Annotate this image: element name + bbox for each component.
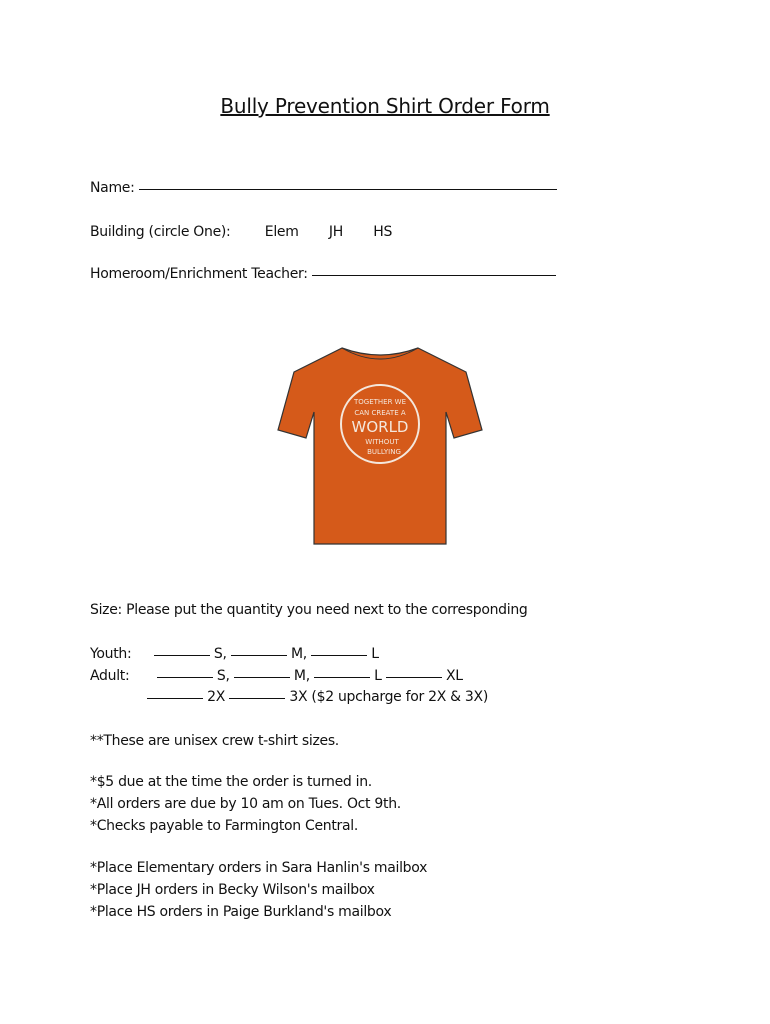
name-field[interactable] xyxy=(139,188,557,190)
note-payment: *$5 due at the time the order is turned in. xyxy=(90,774,372,790)
t-shirt-body xyxy=(278,348,482,544)
page-title: Bully Prevention Shirt Order Form xyxy=(220,94,550,118)
youth-size-m: M, xyxy=(290,646,307,662)
teacher-label: Homeroom/Enrichment Teacher: xyxy=(90,266,308,282)
adult-size-xl: XL xyxy=(445,668,463,684)
size-instructions: Size: Please put the quantity you need next to the corresponding xyxy=(90,602,528,618)
youth-label: Youth: xyxy=(90,646,132,662)
building-row xyxy=(90,224,392,240)
adult-xl-field[interactable] xyxy=(386,676,442,678)
mailbox-jh: *Place JH orders in Becky Wilson's mailbox xyxy=(90,882,375,898)
adult-row xyxy=(90,668,463,684)
adult-2x-field[interactable] xyxy=(147,697,203,699)
teacher-field[interactable] xyxy=(312,274,556,276)
mailbox-elementary: *Place Elementary orders in Sara Hanlin's mailbox xyxy=(90,860,428,876)
note-checks: *Checks payable to Farmington Central. xyxy=(90,818,359,834)
youth-s-field[interactable] xyxy=(154,654,210,656)
youth-row xyxy=(90,646,379,662)
adult-extra-row xyxy=(147,689,488,705)
adult-s-field[interactable] xyxy=(157,676,213,678)
building-option-elem[interactable]: Elem xyxy=(264,224,299,240)
adult-label: Adult: xyxy=(90,668,130,684)
name-row xyxy=(90,180,557,196)
building-option-hs[interactable]: HS xyxy=(373,224,393,240)
mailbox-hs: *Place HS orders in Paige Burkland's mailbox xyxy=(90,904,392,920)
adult-size-l: L xyxy=(374,668,382,684)
logo-line-3: WORLD xyxy=(351,418,409,436)
youth-l-field[interactable] xyxy=(311,654,367,656)
teacher-row xyxy=(90,266,556,282)
adult-m-field[interactable] xyxy=(234,676,290,678)
adult-size-2x: 2X xyxy=(207,689,226,705)
adult-size-3x: 3X ($2 upcharge for 2X & 3X) xyxy=(289,689,488,705)
adult-size-m: M, xyxy=(293,668,310,684)
adult-l-field[interactable] xyxy=(314,676,370,678)
name-label: Name: xyxy=(90,180,135,196)
logo-line-2: CAN CREATE A xyxy=(354,409,406,417)
building-label: Building (circle One): xyxy=(90,224,231,240)
adult-size-s: S, xyxy=(216,668,230,684)
logo-line-4: WITHOUT xyxy=(365,438,399,446)
building-option-jh[interactable]: JH xyxy=(328,224,343,240)
youth-size-s: S, xyxy=(213,646,227,662)
youth-m-field[interactable] xyxy=(231,654,287,656)
unisex-note: **These are unisex crew t-shirt sizes. xyxy=(90,733,339,749)
logo-line-1: TOGETHER WE xyxy=(353,398,407,406)
adult-3x-field[interactable] xyxy=(229,697,285,699)
logo-line-5: BULLYING xyxy=(367,448,401,456)
t-shirt-image xyxy=(270,340,490,550)
youth-size-l: L xyxy=(371,646,379,662)
note-deadline: *All orders are due by 10 am on Tues. Oct 9th. xyxy=(90,796,401,812)
